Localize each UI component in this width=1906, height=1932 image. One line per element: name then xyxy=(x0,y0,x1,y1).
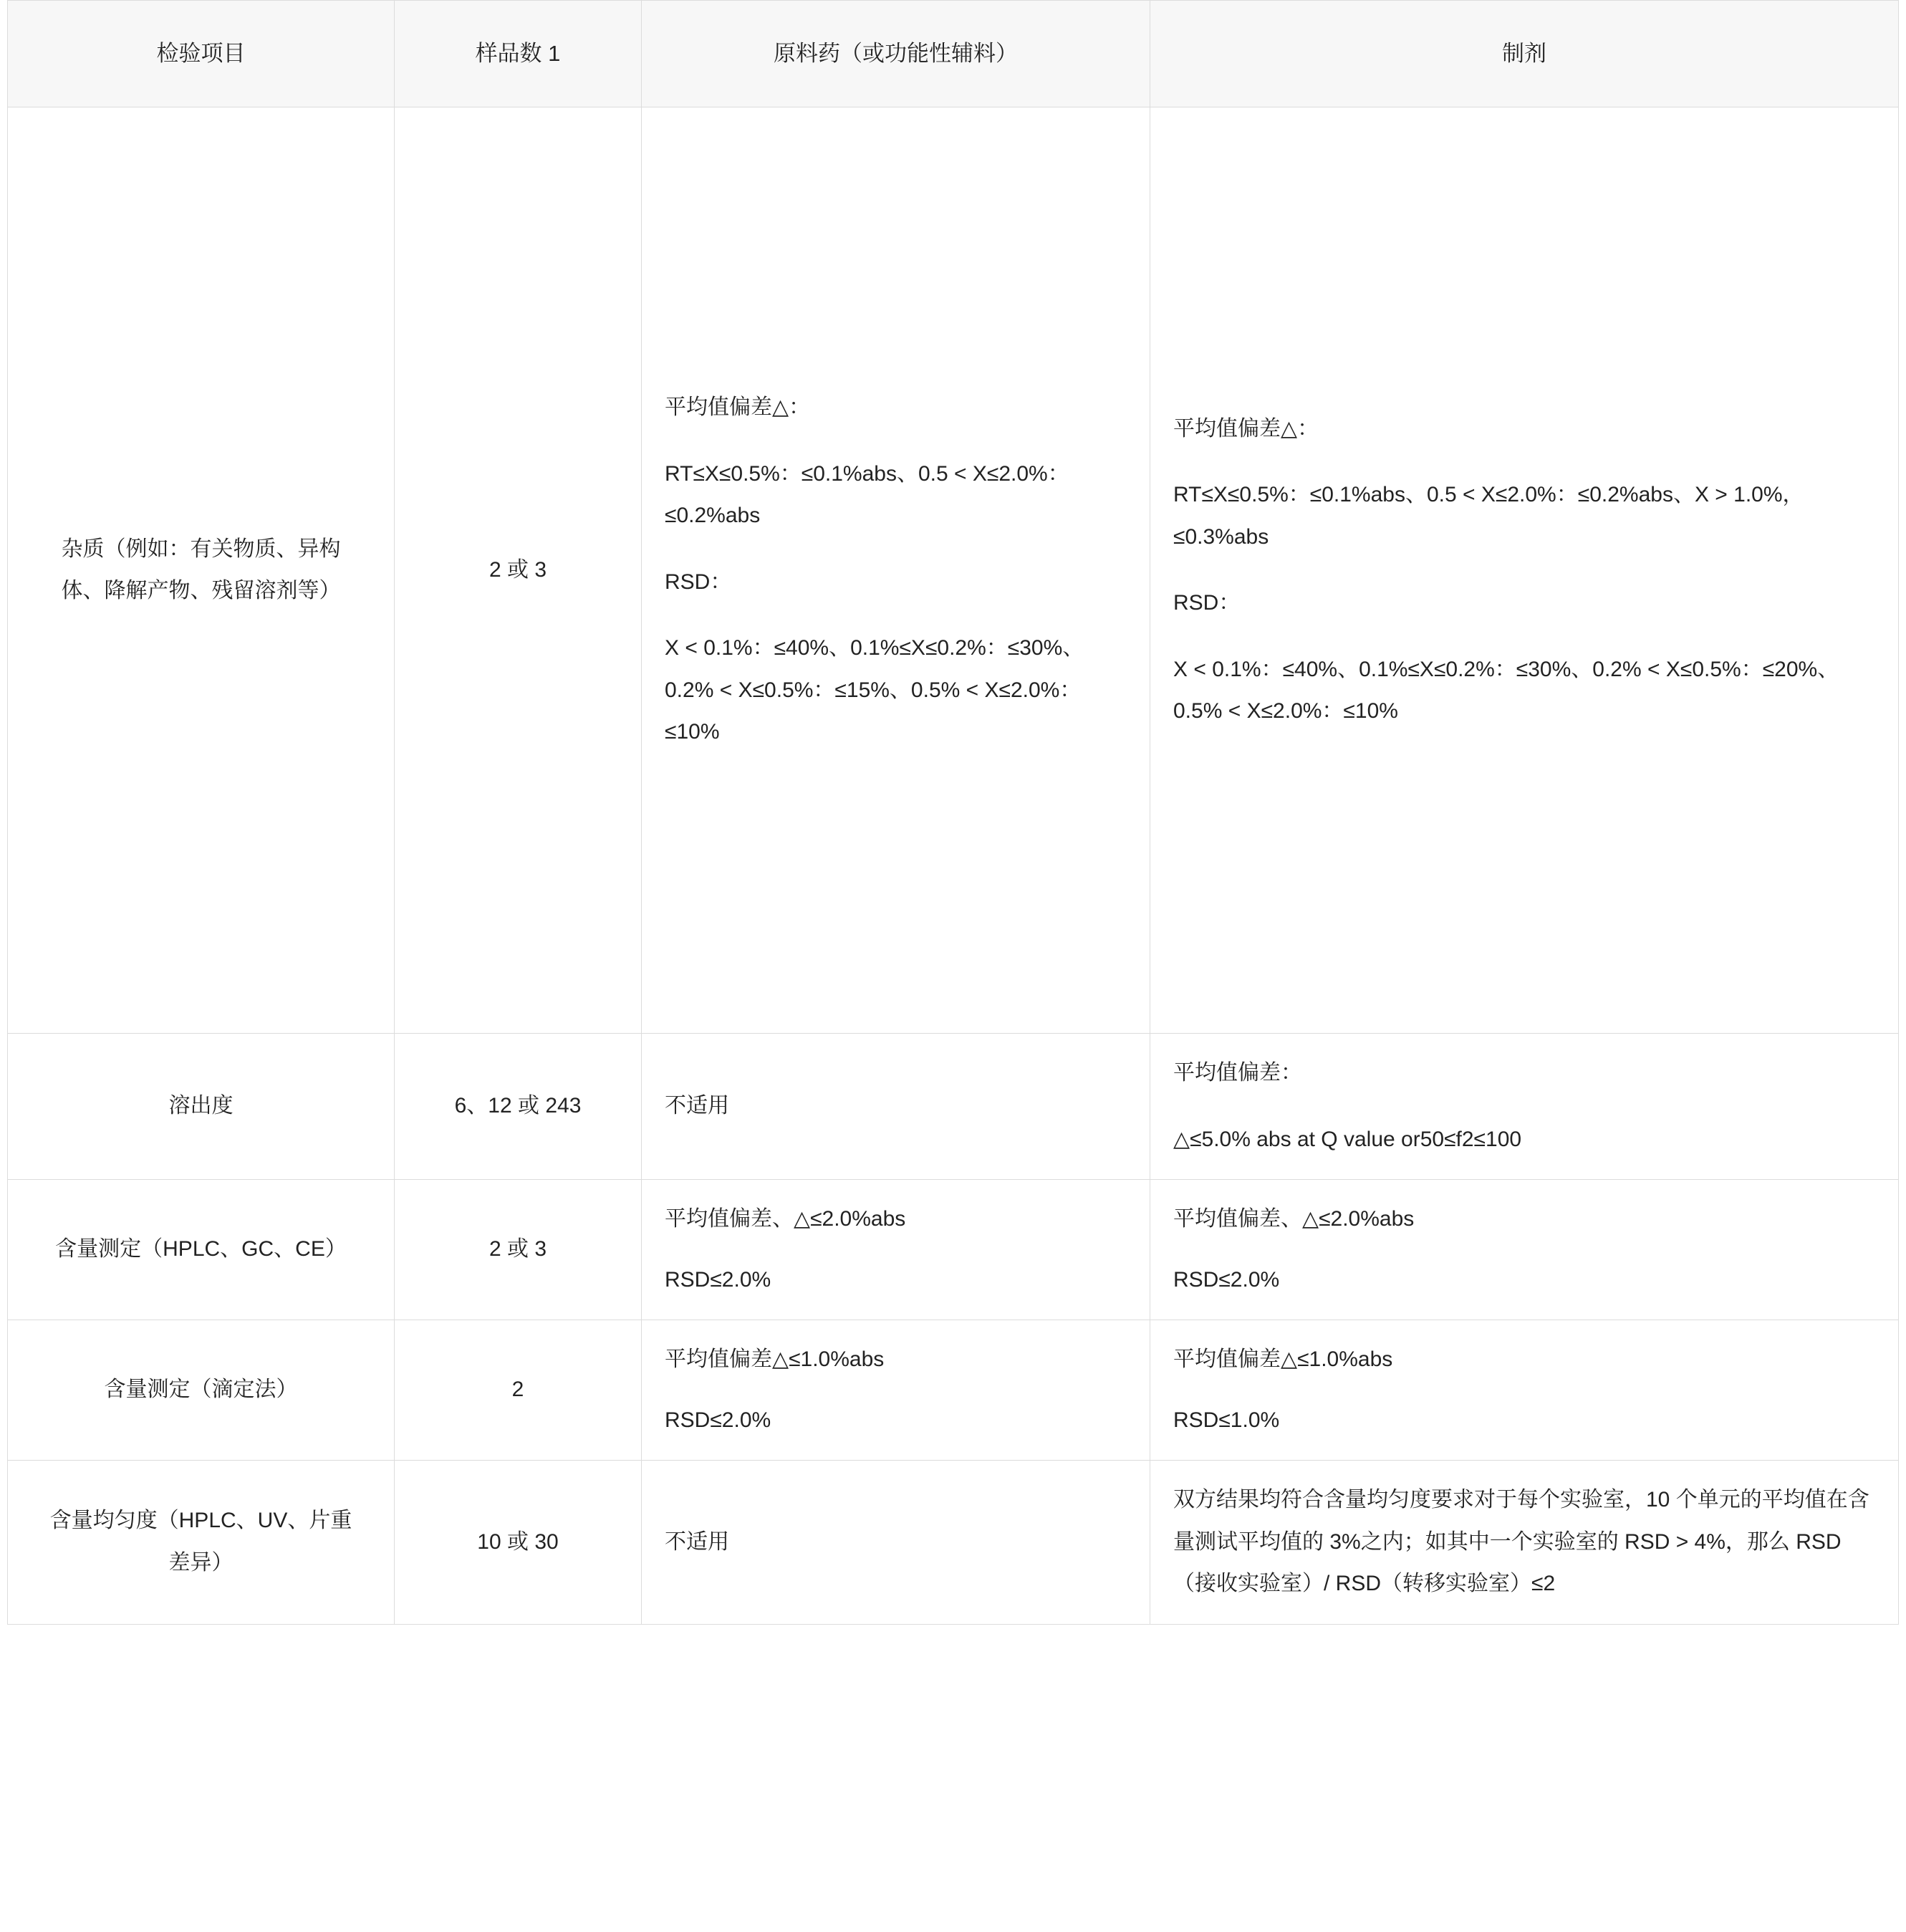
table-header xyxy=(8,1,1899,107)
criteria-line: RT≤X≤0.5%：≤0.1%abs、0.5 < X≤2.0%：≤0.2%abs、X > 1.0%，≤0.3%abs xyxy=(1173,483,1804,549)
cell-api-criteria xyxy=(642,1461,1150,1625)
cell-test-item: 溶出度 xyxy=(8,1034,395,1180)
column-header-sample-count: 样品数 1 xyxy=(395,1,642,107)
table-row xyxy=(8,1461,1899,1625)
cell-sample-count: 10 或 30 xyxy=(395,1461,642,1625)
criteria-line: X < 0.1%：≤40%、0.1%≤X≤0.2%：≤30%、0.2% < X≤0.5%：≤15%、0.5% < X≤2.0%：≤10% xyxy=(665,636,1084,744)
criteria-line: 平均值偏差△： xyxy=(1173,416,1319,441)
cell-api-criteria xyxy=(642,107,1150,1034)
cell-sample-count: 2 或 3 xyxy=(395,107,642,1034)
criteria-line: 平均值偏差△： xyxy=(665,395,811,420)
criteria-line: 不适用 xyxy=(665,1094,729,1118)
cell-sample-count: 2 或 3 xyxy=(395,1180,642,1320)
cell-product-criteria xyxy=(1150,107,1899,1034)
criteria-line: RT≤X≤0.5%：≤0.1%abs、0.5 < X≤2.0%：≤0.2%abs xyxy=(665,461,1069,528)
criteria-line: RSD： xyxy=(665,569,732,594)
column-header-test-item: 检验项目 xyxy=(8,1,395,107)
criteria-line: RSD： xyxy=(1173,591,1241,615)
table-row xyxy=(8,1034,1899,1180)
table-row xyxy=(8,107,1899,1034)
criteria-line: 平均值偏差△≤1.0%abs xyxy=(1173,1347,1393,1371)
analytical-transfer-acceptance-table xyxy=(7,0,1899,1625)
table-row xyxy=(8,1180,1899,1320)
cell-api-criteria xyxy=(642,1320,1150,1461)
cell-product-criteria xyxy=(1150,1034,1899,1180)
cell-product-criteria xyxy=(1150,1461,1899,1625)
criteria-line: 平均值偏差： xyxy=(1173,1061,1302,1085)
criteria-line: 双方结果均符合含量均匀度要求对于每个实验室，10 个单元的平均值在含量测试平均值的 3%之内；如其中一个实验室的 RSD > 4%，那么 RSD（接收实验室）/ RSD（转移实验室）≤2 xyxy=(1173,1488,1869,1595)
cell-sample-count: 6、12 或 243 xyxy=(395,1034,642,1180)
cell-test-item: 含量测定（滴定法） xyxy=(8,1320,395,1461)
criteria-line: 不适用 xyxy=(665,1529,729,1554)
criteria-line: X < 0.1%：≤40%、0.1%≤X≤0.2%：≤30%、0.2% < X≤0.5%：≤20%、0.5% < X≤2.0%：≤10% xyxy=(1173,657,1839,723)
criteria-line: RSD≤2.0% xyxy=(1173,1267,1280,1292)
criteria-line: 平均值偏差△≤1.0%abs xyxy=(665,1347,885,1371)
criteria-line: RSD≤1.0% xyxy=(1173,1408,1280,1432)
column-header-api: 原料药（或功能性辅料） xyxy=(642,1,1150,107)
cell-product-criteria xyxy=(1150,1180,1899,1320)
cell-api-criteria xyxy=(642,1180,1150,1320)
cell-sample-count: 2 xyxy=(395,1320,642,1461)
criteria-line: RSD≤2.0% xyxy=(665,1267,771,1292)
cell-test-item: 含量均匀度（HPLC、UV、片重差异） xyxy=(8,1461,395,1625)
cell-api-criteria xyxy=(642,1034,1150,1180)
criteria-line: RSD≤2.0% xyxy=(665,1408,771,1432)
criteria-line: △≤5.0% abs at Q value or50≤f2≤100 xyxy=(1173,1127,1522,1151)
cell-product-criteria xyxy=(1150,1320,1899,1461)
cell-test-item: 杂质（例如：有关物质、异构体、降解产物、残留溶剂等） xyxy=(8,107,395,1034)
cell-test-item: 含量测定（HPLC、GC、CE） xyxy=(8,1180,395,1320)
table-body xyxy=(8,107,1899,1625)
table-header-row xyxy=(8,1,1899,107)
column-header-product: 制剂 xyxy=(1150,1,1899,107)
criteria-line: 平均值偏差、△≤2.0%abs xyxy=(1173,1207,1415,1231)
table-row xyxy=(8,1320,1899,1461)
criteria-line: 平均值偏差、△≤2.0%abs xyxy=(665,1207,906,1231)
